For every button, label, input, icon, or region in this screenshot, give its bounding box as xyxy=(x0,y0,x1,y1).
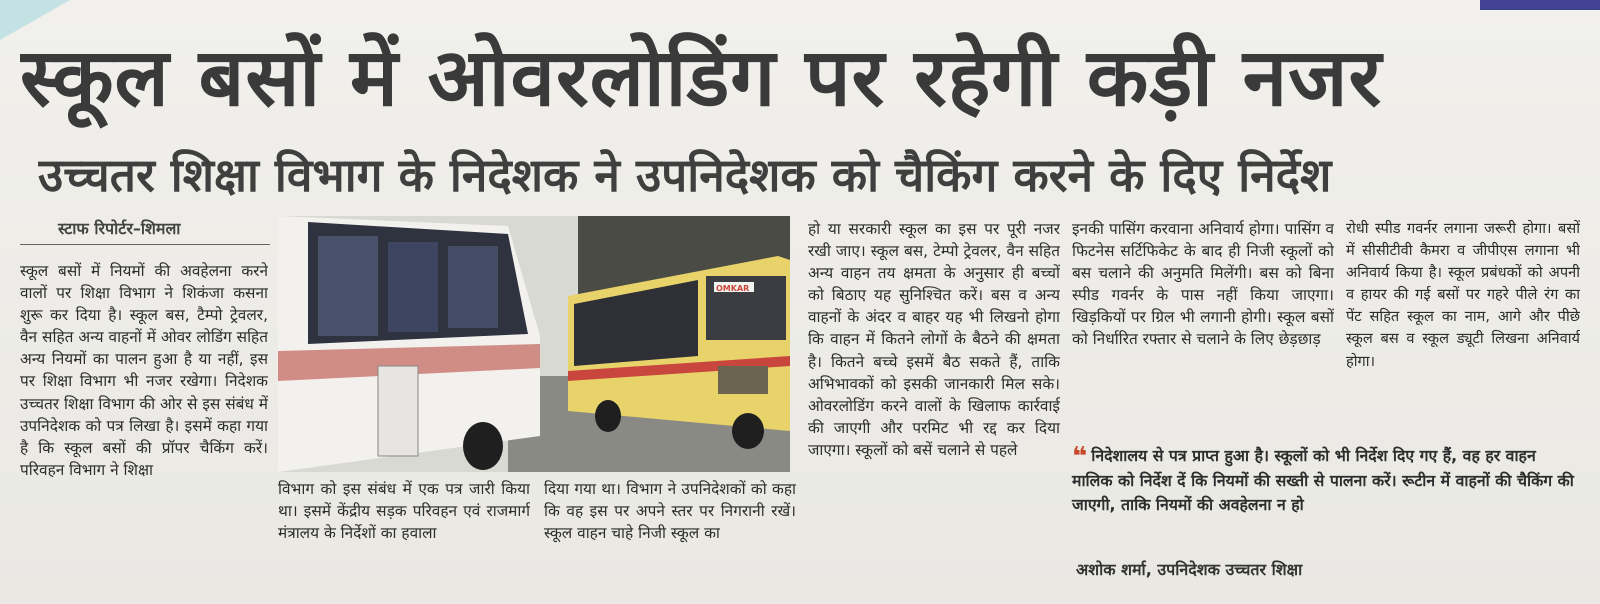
headline: स्कूल बसों में ओवरलोडिंग पर रहेगी कड़ी नजर xyxy=(20,31,1383,124)
quote-attribution: अशोक शर्मा, उपनिदेशक उच्चतर शिक्षा xyxy=(1076,560,1303,579)
article-column-5: इनकी पासिंग करवाना अनिवार्य होगा। पासिंग व फिटनेस सर्टिफिकेट के बाद ही निजी स्कूलों को बस चलाने की अनुमति मिलेंगी। बस को बिना स्पीड गवर्नर के पास नहीं किया जाएगा। खिड़कियों पर ग्रिल भी लगानी होगी। स्कूल बसों को निर्धारित रफ्तार से चलाने के लिए छेड़छाड़ xyxy=(1072,220,1334,349)
article-column-1: स्कूल बसों में नियमों की अवहेलना करने वालों पर शिक्षा विभाग ने शिकंजा कसना शुरू कर दिया है। स्कूल बस, टैम्पो ट्रेवलर, वैन सहित अन्य वाहनों में ओवर लोडिंग सहित अन्य नियमों का पालन हुआ है या नहीं, इस पर शिक्षा विभाग भी नजर रखेगा। निदेशक उच्चतर शिक्षा विभाग की ओर से इस संबंध में उपनिदेशक को पत्र लिखा है। इसमें कहा गया है कि स्कूल बसों की प्रॉपर चैकिंग करें। परिवहन विभाग ने शिक्षा xyxy=(20,262,268,479)
article-column-6: रोधी स्पीड गवर्नर लगाना जरूरी होगा। बसों में सीसीटीवी कैमरा व जीपीएस लगाना भी अनिवार्य किया है। स्कूल प्रबंधकों को अपनी व हायर की गई बसों पर गहरे पीले रंग का पेंट सहित स्कूल का नाम, आगे और पीछे स्कूल बस व स्कूल ड्यूटी लिखना अनिवार्य होगा। xyxy=(1346,220,1580,370)
buses-photo-icon xyxy=(278,216,790,472)
buses-photo xyxy=(278,216,790,472)
pull-quote xyxy=(1072,444,1580,550)
article-column-4: हो या सरकारी स्कूल का इस पर पूरी नजर रखी जाए। स्कूल बस, टेम्पो ट्रेवलर, वैन सहित अन्य वाहन तय क्षमता के अनुसार ही बच्चों को बिठाए यह सुनिश्चित करें। बस व अन्य वाहनों के अंदर व बाहर यह भी लिखनो होगा कि वाहन में कितने लोगों के बैठने की क्षमता है। कितने बच्चे इसमें बैठ सकते हैं, ताकि अभिभावकों को इसकी जानकारी मिल सके। ओवरलोडिंग करने वालों के खिलाफ कार्रवाई की जाएगी और परमिट भी रद्द कर दिया जाएगा। स्कूलों को बसें चलाने से पहले xyxy=(808,220,1060,459)
article-column-3: दिया गया था। विभाग ने उपनिदेशकों को कहा कि वह इस पर अपने स्तर पर निगरानी रखें। स्कूल वाहन चाहे निजी स्कूल का xyxy=(544,480,796,543)
quote-mark-icon: ❝ xyxy=(1072,442,1088,472)
bus-sign-text: OMKAR xyxy=(716,284,750,293)
article-column-2: विभाग को इस संबंध में एक पत्र जारी किया था। इसमें केंद्रीय सड़क परिवहन एवं राजमार्ग मंत्रालय के निर्देशों का हवाला xyxy=(278,480,530,543)
corner-band xyxy=(1480,0,1600,10)
subheadline: उच्चतर शिक्षा विभाग के निदेशक ने उपनिदेशक को चैकिंग करने के दिए निर्देश xyxy=(38,148,1332,202)
pull-quote-text: निदेशालय से पत्र प्राप्त हुआ है। स्कूलों को भी निर्देश दिए गए हैं, वह हर वाहन मालिक को निर्देश दें कि नियमों की सख्ती से पालना करें। रूटीन में वाहनों की चैकिंग की जाएगी, ताकि नियमों की अवहेलना न हो xyxy=(1072,446,1574,514)
byline: स्टाफ रिपोर्टर–शिमला xyxy=(58,219,181,238)
byline-divider xyxy=(20,244,270,245)
